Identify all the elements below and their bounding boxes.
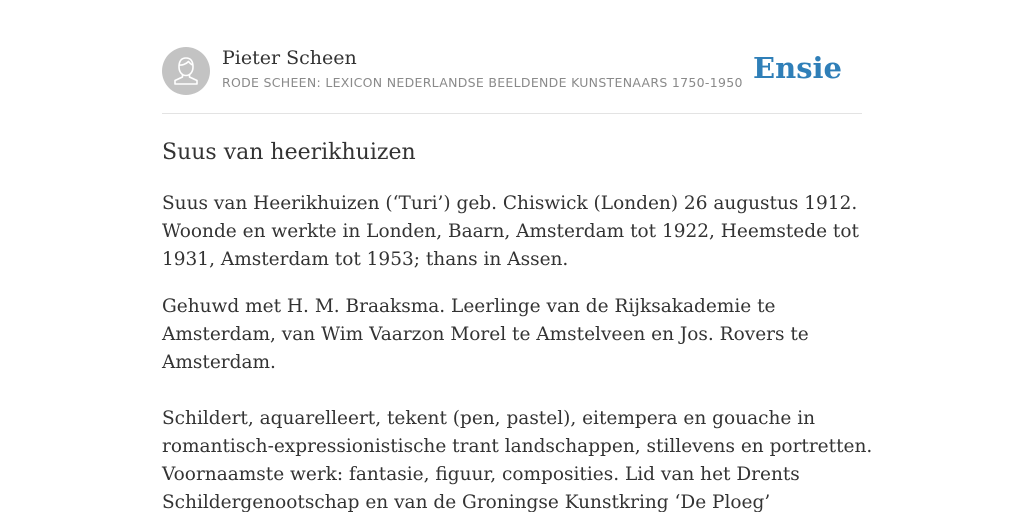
author-avatar[interactable] <box>162 47 210 95</box>
article-paragraph: Schildert, aquarelleert, tekent (pen, pastel), eitempera en gouache in romantisch-expressionistische trant landschappen, stillevens en portretten. Voornaamste werk: fantasie, figuur, composities. Lid van het Drents Schildergenootschap en van de Groningse Kunstkring ‘De Ploeg’ <box>162 408 873 512</box>
article-paragraph: Suus van Heerikhuizen (‘Turi’) geb. Chiswick (Londen) 26 augustus 1912. Woonde en werkte in Londen, Baarn, Amsterdam tot 1922, Heemstede tot 1931, Amsterdam tot 1953; thans in Assen. <box>162 193 859 270</box>
user-silhouette-icon <box>162 47 210 95</box>
article-title: Suus van heerikhuizen <box>162 140 416 165</box>
header-divider <box>162 113 862 114</box>
source-title[interactable]: RODE SCHEEN: LEXICON NEDERLANDSE BEELDENDE KUNSTENAARS 1750-1950 <box>222 75 743 90</box>
article-body <box>162 190 874 512</box>
article-paragraph: Gehuwd met H. M. Braaksma. Leerlinge van de Rijksakademie te Amsterdam, van Wim Vaarzon Morel te Amstelveen en Jos. Rovers te Amsterdam. <box>162 296 809 373</box>
brand-logo[interactable]: Ensie <box>753 51 842 85</box>
author-name[interactable]: Pieter Scheen <box>222 47 357 69</box>
author-header <box>162 46 862 96</box>
